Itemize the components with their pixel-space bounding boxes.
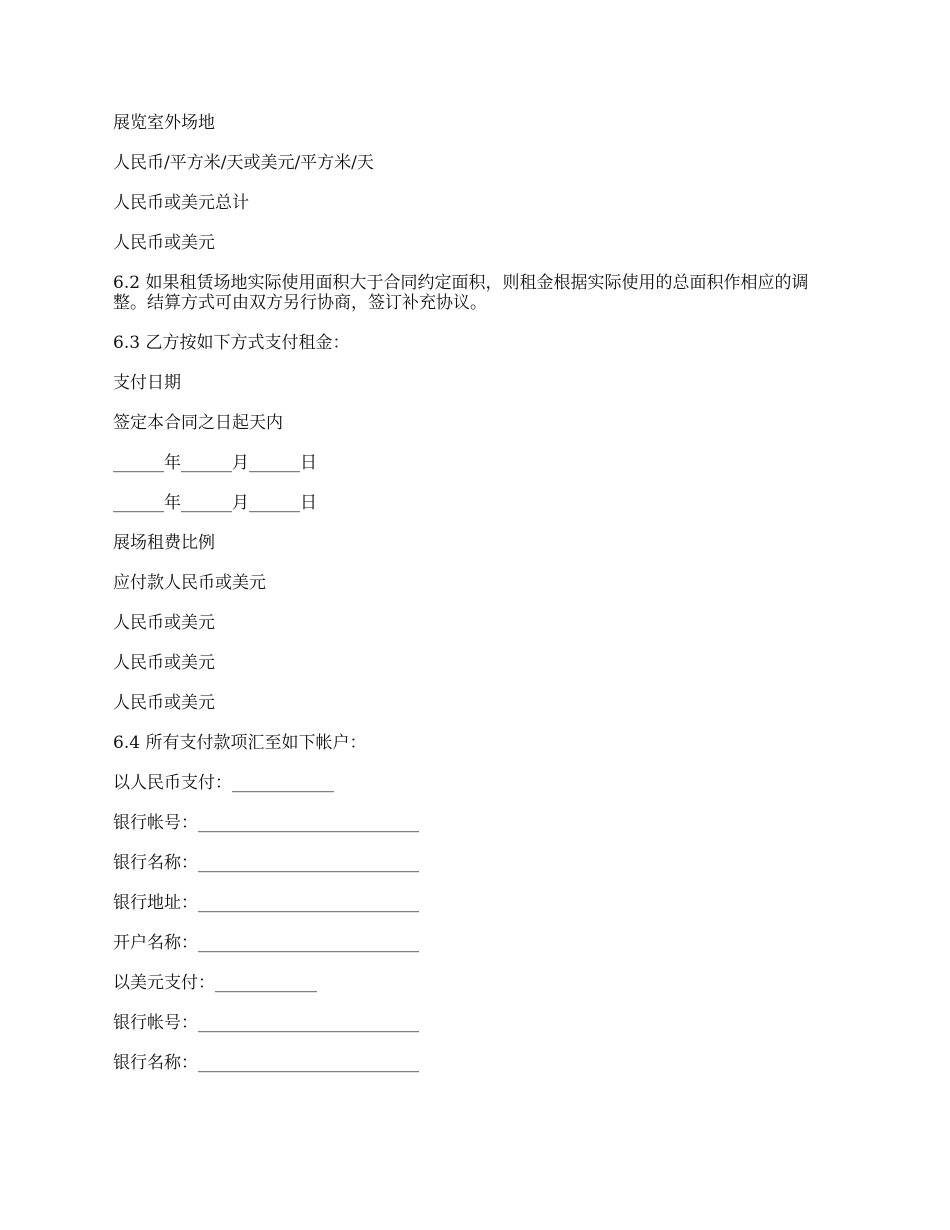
paragraph-unit-price: 人民币/平方米/天或美元/平方米/天 <box>113 153 374 173</box>
paragraph-currency-1: 人民币或美元 <box>113 613 215 633</box>
paragraph-payment-date: 支付日期 <box>113 373 181 393</box>
rmb-bank-account: 银行帐号：__________________________ <box>113 813 419 833</box>
usd-bank-account: 银行帐号：__________________________ <box>113 1013 419 1033</box>
clause-6-4: 6.4 所有支付款项汇至如下帐户： <box>113 733 367 753</box>
rmb-bank-name: 银行名称：__________________________ <box>113 853 419 873</box>
paragraph-outdoor-venue: 展览室外场地 <box>113 113 215 133</box>
paragraph-total: 人民币或美元总计 <box>113 193 249 213</box>
date-blank-1: ______年______月______日 <box>113 453 317 473</box>
rmb-payment-line: 以人民币支付：____________ <box>113 773 334 793</box>
clause-6-2: 6.2 如果租赁场地实际使用面积大于合同约定面积，则租金根据实际使用的总面积作相应的调整。结算方式可由双方另行协商，签订补充协议。 <box>113 273 809 313</box>
date-blank-2: ______年______月______日 <box>113 493 317 513</box>
clause-6-3: 6.3 乙方按如下方式支付租金： <box>113 333 350 353</box>
document-body <box>113 113 833 1093</box>
paragraph-signing-days: 签定本合同之日起天内 <box>113 413 283 433</box>
rmb-account-name: 开户名称：__________________________ <box>113 933 419 953</box>
paragraph-currency: 人民币或美元 <box>113 233 215 253</box>
rmb-bank-address: 银行地址：__________________________ <box>113 893 419 913</box>
paragraph-amount-payable: 应付款人民币或美元 <box>113 573 266 593</box>
paragraph-currency-2: 人民币或美元 <box>113 653 215 673</box>
paragraph-currency-3: 人民币或美元 <box>113 693 215 713</box>
usd-bank-name: 银行名称：__________________________ <box>113 1053 419 1073</box>
usd-payment-line: 以美元支付：____________ <box>113 973 317 993</box>
paragraph-rent-ratio: 展场租费比例 <box>113 533 215 553</box>
